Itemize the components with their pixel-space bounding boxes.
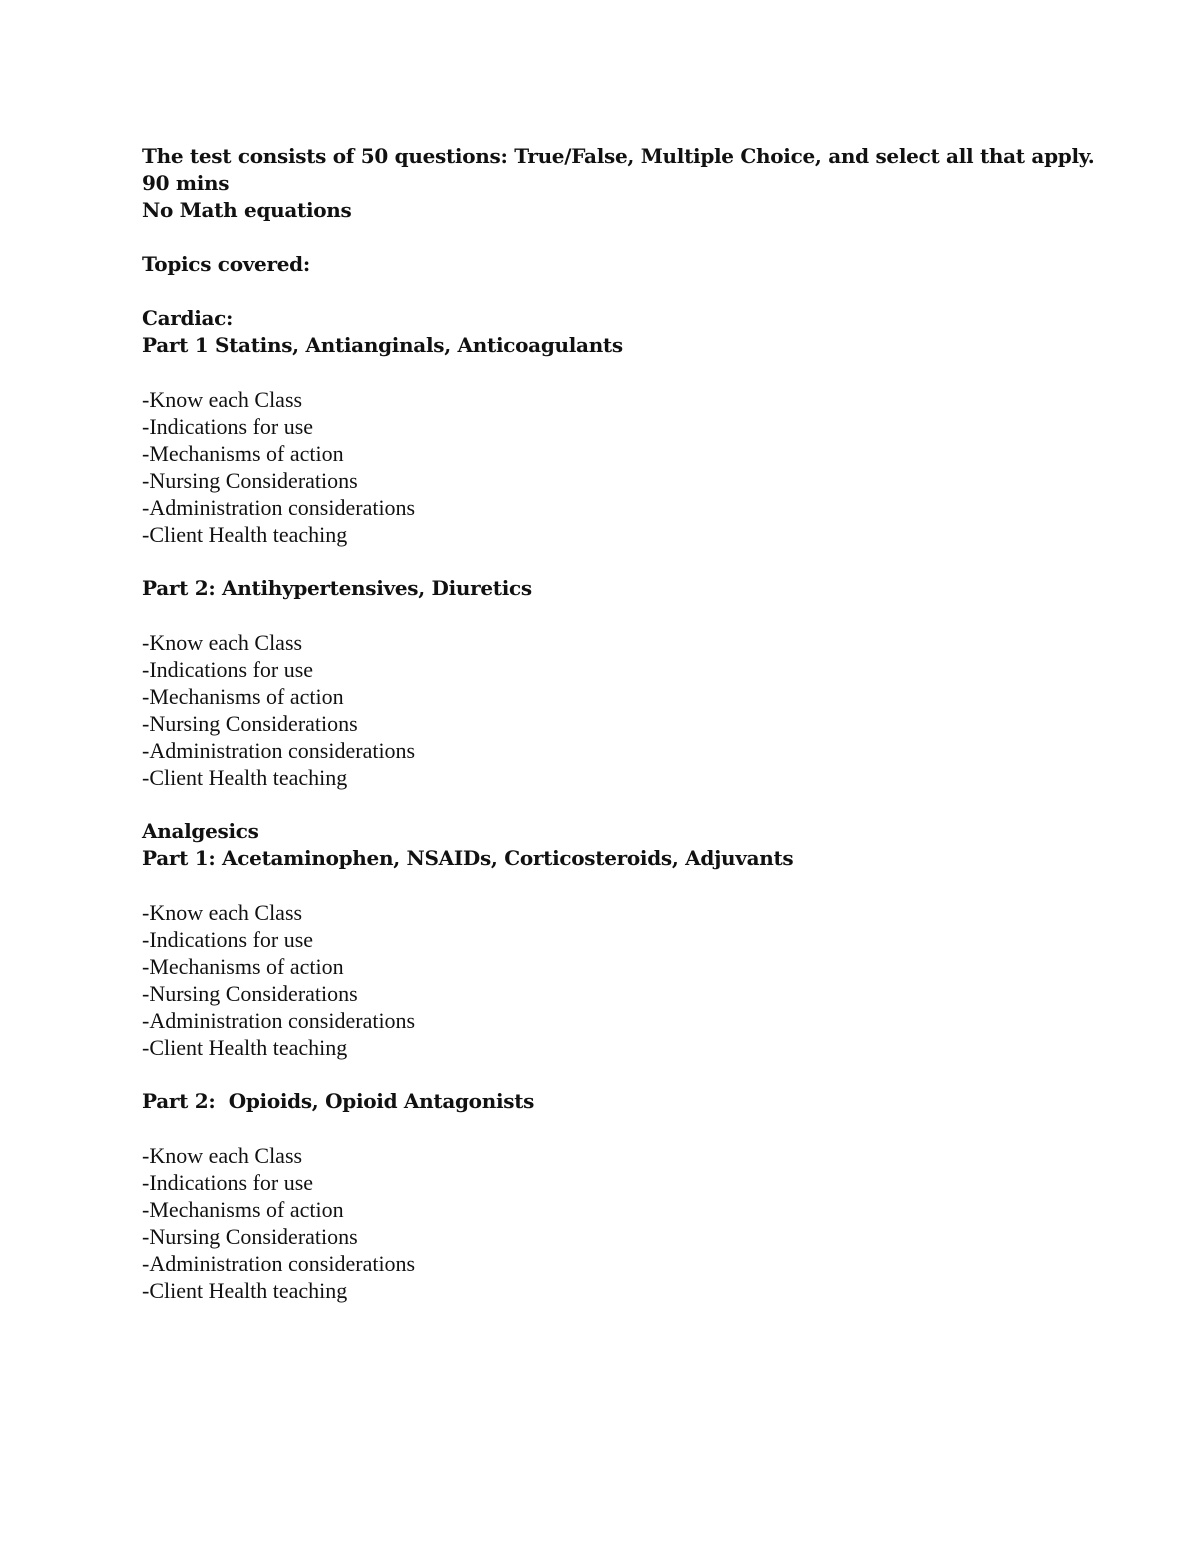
- spacer: [142, 602, 1122, 629]
- list-item: -Indications for use: [142, 1170, 314, 1195]
- list-item: -Know each Class: [142, 387, 303, 412]
- list-item: -Nursing Considerations: [142, 711, 358, 736]
- spacer: [142, 791, 1122, 818]
- analgesics-part2-title: Part 2: Opioids, Opioid Antagonists: [142, 1089, 535, 1113]
- intro-line-duration: 90 mins: [142, 171, 230, 195]
- spacer: [142, 1061, 1122, 1088]
- spacer: [142, 1115, 1122, 1142]
- spacer: [142, 224, 1122, 251]
- list-item: -Mechanisms of action: [142, 954, 344, 979]
- list-item: -Nursing Considerations: [142, 981, 358, 1006]
- cardiac-heading: Cardiac:: [142, 306, 234, 330]
- list-item: -Mechanisms of action: [142, 684, 344, 709]
- cardiac-part1-title: Part 1 Statins, Antianginals, Anticoagulants: [142, 333, 623, 357]
- list-item: -Know each Class: [142, 900, 303, 925]
- spacer: [142, 359, 1122, 386]
- list-item: -Client Health teaching: [142, 522, 348, 547]
- list-item: -Know each Class: [142, 1143, 303, 1168]
- intro-line-no-math: No Math equations: [142, 198, 352, 222]
- list-item: -Mechanisms of action: [142, 441, 344, 466]
- spacer: [142, 872, 1122, 899]
- topics-heading: Topics covered:: [142, 252, 310, 276]
- list-item: -Client Health teaching: [142, 1278, 348, 1303]
- list-item: -Client Health teaching: [142, 1035, 348, 1060]
- list-item: -Administration considerations: [142, 495, 416, 520]
- list-item: -Administration considerations: [142, 1008, 416, 1033]
- list-item: -Client Health teaching: [142, 765, 348, 790]
- analgesics-heading: Analgesics: [142, 819, 259, 843]
- list-item: -Indications for use: [142, 927, 314, 952]
- spacer: [142, 278, 1122, 305]
- list-item: -Mechanisms of action: [142, 1197, 344, 1222]
- intro-line-questions: The test consists of 50 questions: True/False, Multiple Choice, and select all that apply.: [142, 144, 1095, 168]
- analgesics-part1-title: Part 1: Acetaminophen, NSAIDs, Corticosteroids, Adjuvants: [142, 846, 794, 870]
- list-item: -Administration considerations: [142, 738, 416, 763]
- list-item: -Know each Class: [142, 630, 303, 655]
- document-body: [142, 143, 1122, 1304]
- list-item: -Indications for use: [142, 414, 314, 439]
- list-item: -Nursing Considerations: [142, 468, 358, 493]
- list-item: -Administration considerations: [142, 1251, 416, 1276]
- list-item: -Nursing Considerations: [142, 1224, 358, 1249]
- list-item: -Indications for use: [142, 657, 314, 682]
- spacer: [142, 548, 1122, 575]
- cardiac-part2-title: Part 2: Antihypertensives, Diuretics: [142, 576, 532, 600]
